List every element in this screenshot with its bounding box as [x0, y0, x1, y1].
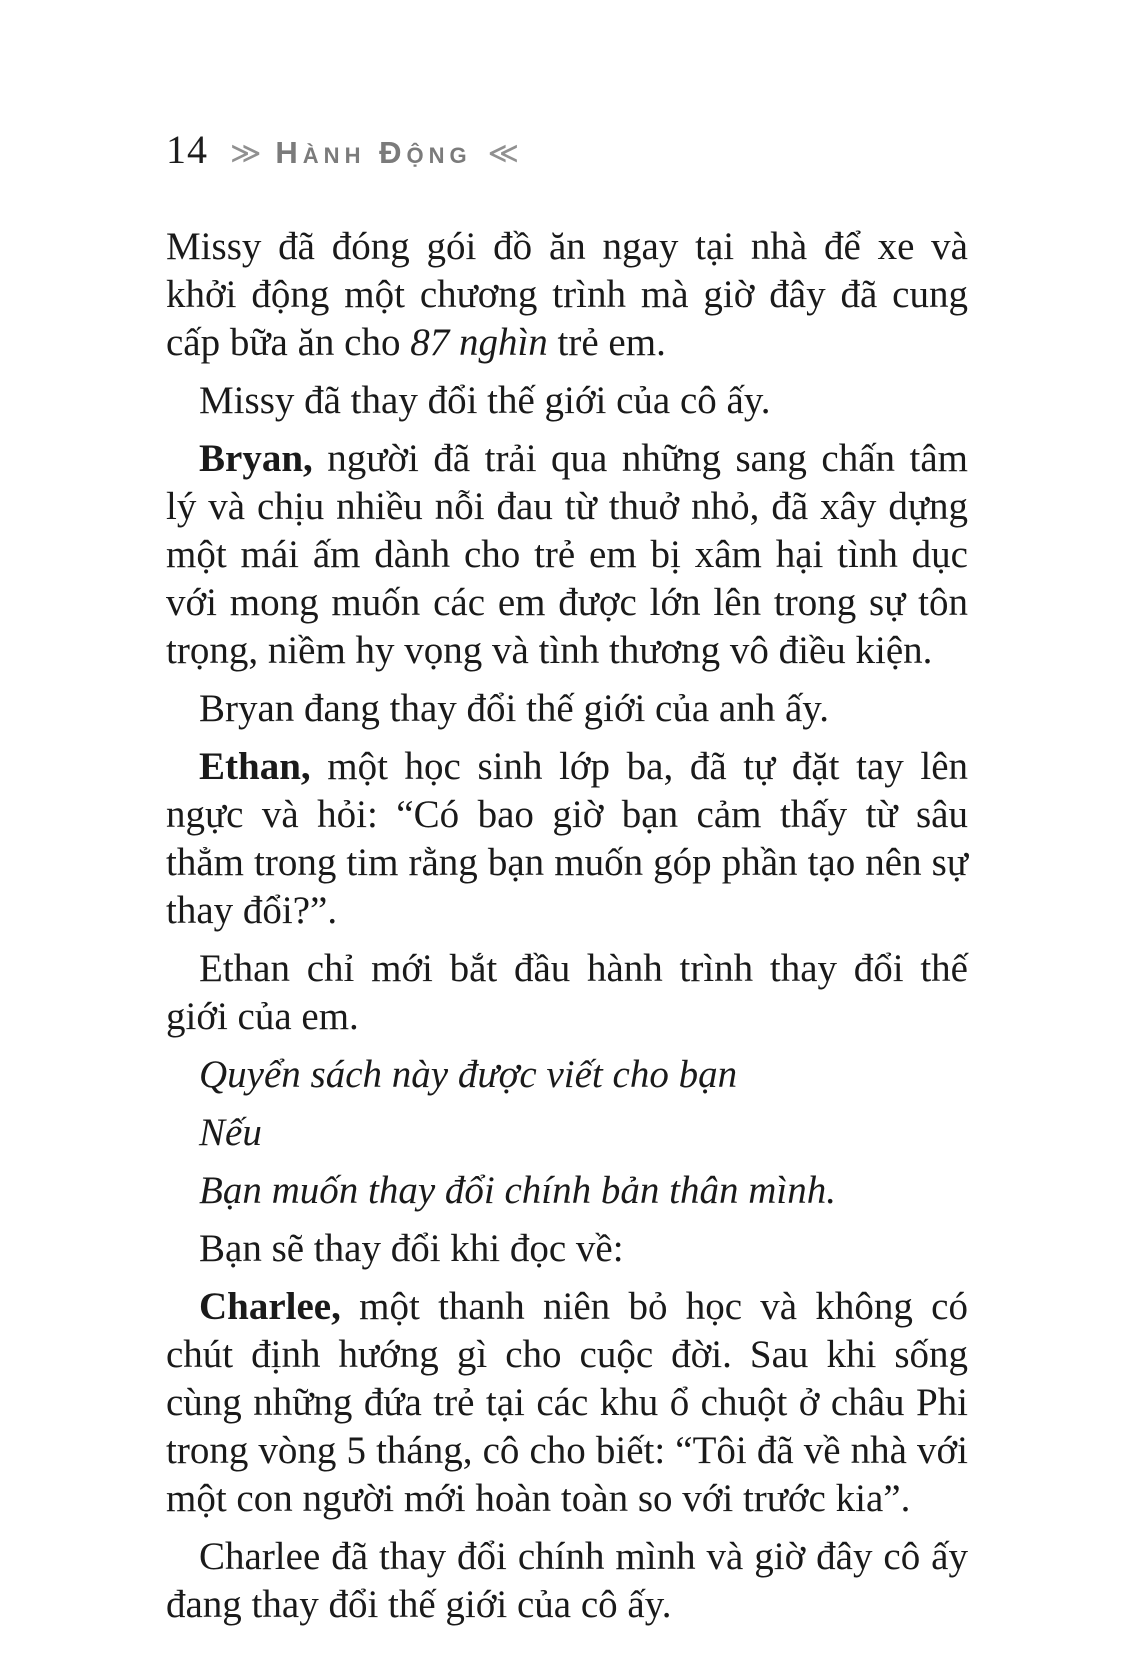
running-header — [166, 126, 968, 173]
text-segment: 87 nghìn — [410, 321, 548, 364]
text-segment: Missy đã thay đổi thế giới của cô ấy. — [199, 379, 771, 422]
text-segment: người đã trải qua những sang chấn tâm lý và chịu nhiều nỗi đau từ thuở nhỏ, đã xây dựng một mái ấm dành cho trẻ em bị xâm hại tình dục với mong muốn các em được lớn lên trong sự tôn trọng, niềm hy vọng và tình thương vô điều kiện. — [166, 437, 968, 672]
text-segment: Quyển sách này được viết cho bạn — [199, 1053, 738, 1096]
text-segment: Bạn muốn thay đổi chính bản thân mình. — [199, 1169, 836, 1212]
text-segment: Ethan chỉ mới bắt đầu hành trình thay đổi thế giới của em. — [166, 947, 968, 1038]
paragraph — [166, 1051, 968, 1099]
page-number: 14 — [166, 127, 208, 172]
paragraph — [166, 1109, 968, 1157]
text-segment: một học sinh lớp ba, đã tự đặt tay lên ngực và hỏi: “Có bao giờ bạn cảm thấy từ sâu thẳm trong tim rằng bạn muốn góp phần tạo nên sự thay đổi?”. — [166, 745, 968, 932]
paragraph — [166, 223, 968, 367]
paragraph — [166, 685, 968, 733]
text-segment: Nếu — [199, 1111, 262, 1154]
text-segment: Bryan đang thay đổi thế giới của anh ấy. — [199, 687, 829, 730]
chapter-header-title: Hành Động — [275, 135, 472, 170]
text-segment: một thanh niên bỏ học và không có chút định hướng gì cho cuộc đời. Sau khi sống cùng những đứa trẻ tại các khu ổ chuột ở châu Phi trong vòng 5 tháng, cô cho biết: “Tôi đã về nhà với một con người mới hoàn toàn so với trước kia”. — [166, 1285, 968, 1520]
text-segment: Bạn sẽ thay đổi khi đọc về: — [199, 1227, 624, 1270]
text-segment: Bryan, — [199, 437, 313, 480]
paragraph — [166, 1167, 968, 1215]
paragraph — [166, 377, 968, 425]
paragraph — [166, 1225, 968, 1273]
paragraph — [166, 945, 968, 1041]
paragraph — [166, 435, 968, 675]
text-segment: trẻ em. — [547, 321, 666, 364]
text-segment: Missy đã đóng gói đồ ăn ngay tại nhà để xe và khởi động một chương trình mà giờ đây đã cung cấp bữa ăn cho — [166, 225, 968, 364]
double-angle-right-icon: ≫ — [230, 137, 262, 170]
double-angle-left-icon: ≪ — [487, 137, 519, 170]
paragraph — [166, 1283, 968, 1523]
paragraph — [166, 1533, 968, 1629]
text-segment: Ethan, — [199, 745, 311, 788]
paragraph — [166, 743, 968, 935]
page-body-text — [166, 223, 968, 1629]
text-segment: Charlee đã thay đổi chính mình và giờ đây cô ấy đang thay đổi thế giới của cô ấy. — [166, 1535, 968, 1626]
text-segment: Charlee, — [199, 1285, 341, 1328]
